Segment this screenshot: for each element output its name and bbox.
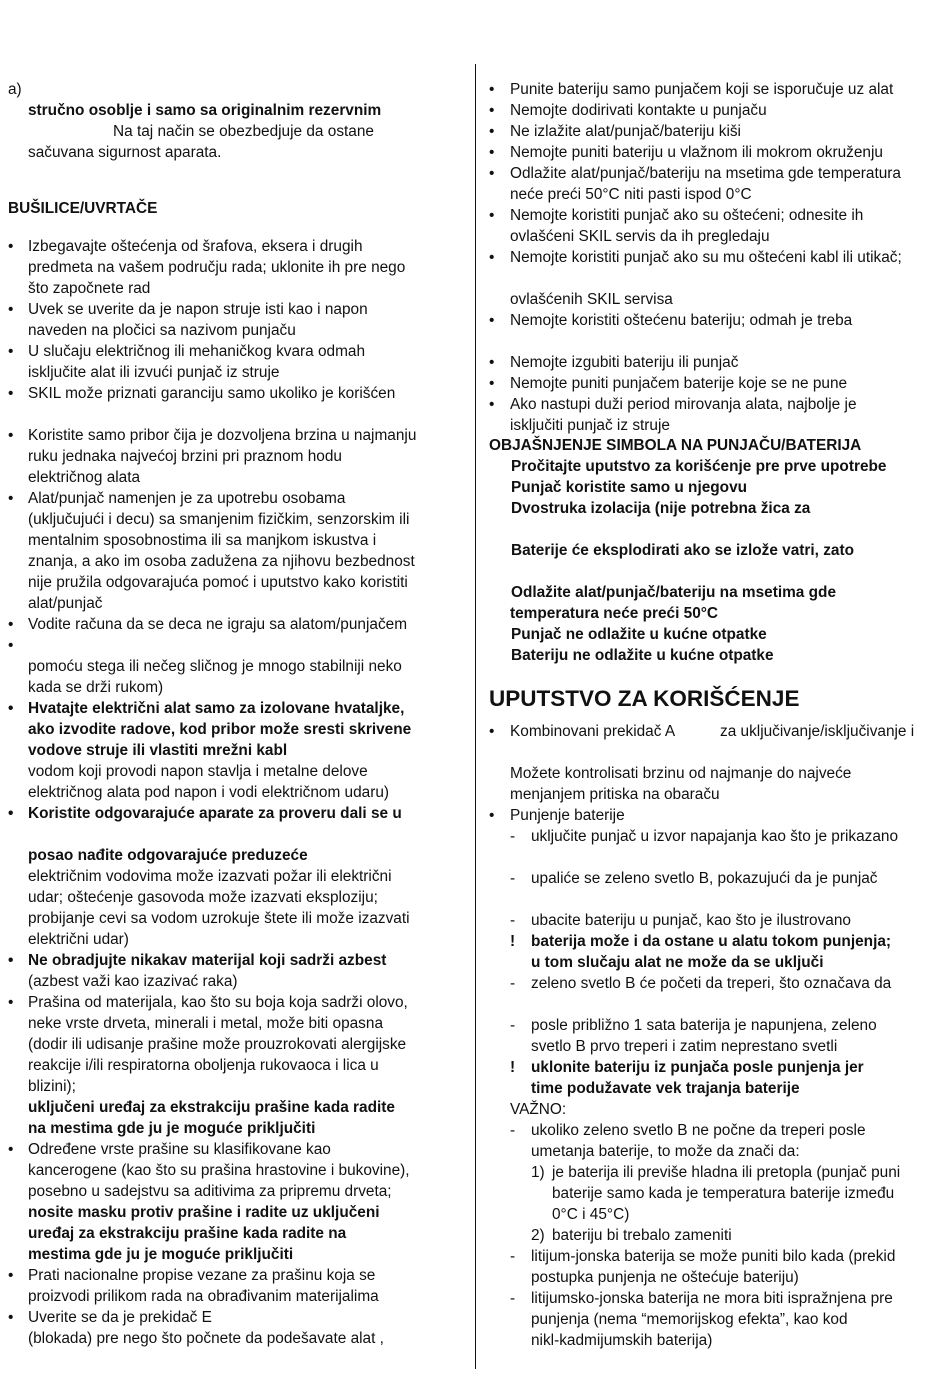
text-line: Baterije će eksplodirati ako se izlože vatri, zato [511, 542, 855, 559]
text-line: • [8, 238, 14, 255]
text-line: reakcije i/ili respiratorna oboljenja rukovaoca i lica u [28, 1057, 379, 1074]
text-line: SKIL može priznati garanciju samo ukoliko je korišćen [28, 385, 396, 402]
text-line: postupka punjenja ne oštećuje bateriju) [531, 1269, 799, 1286]
text-line: kancerogene (kao što su prašina hrastovine i bukovine), [28, 1162, 410, 1179]
text-line: ako izvodite radove, kod pribor može sresti skrivene [28, 721, 412, 738]
text-line: umetanja baterije, to može da znači da: [531, 1143, 800, 1160]
text-line: Kombinovani prekidač A [510, 723, 676, 740]
text-line: što započnete rad [28, 280, 151, 297]
text-line: (azbest važi kao izazivać raka) [28, 973, 238, 990]
text-line: Nemojte dodirivati kontakte u punjaču [510, 102, 767, 119]
text-line: time podužavate vek trajanja baterije [531, 1080, 800, 1097]
text-line: • [8, 385, 14, 402]
text-line: bateriju bi trebalo zameniti [552, 1227, 732, 1244]
text-line: električnog alata pod napon i vodi električnom udaru) [28, 784, 390, 801]
column-divider [475, 64, 476, 1369]
text-line: • [489, 354, 495, 371]
text-line: Prati nacionalne propise vezane za prašinu koja se [28, 1267, 376, 1284]
text-line: nosite masku protiv prašine i radite uz uključeni [28, 1204, 380, 1221]
text-line: vodove struje ili vlastiti mrežni kabl [28, 742, 288, 759]
text-line: 1) [531, 1164, 545, 1181]
text-line: • [8, 490, 14, 507]
text-line: baterija može i da ostane u alatu tokom punjenja; [531, 933, 892, 950]
text-line: Vodite računa da se deca ne igraju sa alatom/punjačem [28, 616, 408, 633]
text-line: • [8, 427, 14, 444]
text-line: litijum-jonska baterija se može puniti bilo kada (prekid [531, 1248, 896, 1265]
text-line: Koristite odgovarajuće aparate za proveru dali se u [28, 805, 402, 822]
text-line: neke vrste drveta, minerali i metal, može biti opasna [28, 1015, 383, 1032]
text-line: električnim vodovima može izazvati požar ili električni [28, 868, 392, 885]
text-line: Uvek se uverite da je napon struje isti kao i napon [28, 301, 368, 318]
text-line: probijanje cevi sa vodom uzrokuje štete ili može izazvati [28, 910, 410, 927]
text-line: ukoliko zeleno svetlo B ne počne da treperi posle [531, 1122, 866, 1139]
text-line: a) [8, 81, 22, 98]
text-line: upaliće se zeleno svetlo B, pokazujući da je punjač [531, 870, 878, 887]
text-line: Nemojte koristiti oštećenu bateriju; odmah je treba [510, 312, 853, 329]
text-line: Na taj način se obezbedjuje da ostane [113, 123, 374, 140]
text-line: Dvostruka izolacija (nije potrebna žica za [511, 500, 811, 517]
text-line: mestima gde ju je moguće priključiti [28, 1246, 294, 1263]
text-line: 0°C i 45°C) [552, 1206, 630, 1223]
text-line: • [8, 994, 14, 1011]
text-line: baterije samo kada je temperatura baterije između [552, 1185, 895, 1202]
text-line: Ako nastupi duži period mirovanja alata, najbolje je [510, 396, 857, 413]
text-line: isključite alat ili izvući punjač iz struje [28, 364, 280, 381]
text-line: BUŠILICE/UVRTAČE [8, 200, 158, 217]
text-line: • [489, 165, 495, 182]
text-line: litijumsko-jonska baterija ne mora biti ispražnjena pre [531, 1290, 893, 1307]
text-line: OBJAŠNJENJE SIMBOLA NA PUNJAČU/BATERIJA [489, 437, 862, 454]
text-line: Ne obradjujte nikakav materijal koji sadrži azbest [28, 952, 387, 969]
text-line: je baterija ili previše hladna ili pretopla (punjač puni [552, 1164, 901, 1181]
text-line: Punjač koristite samo u njegovu [511, 479, 748, 496]
text-line: neće preći 50°C niti pasti ispod 0°C [510, 186, 752, 203]
text-line: svetlo B prvo treperi i zatim neprestano svetli [531, 1038, 838, 1055]
text-line: • [8, 1141, 14, 1158]
text-line: nikl-kadmijumskih baterija) [531, 1332, 713, 1349]
text-line: Bateriju ne odlažite u kućne otpatke [511, 647, 774, 664]
text-line: (dodir ili udisanje prašine može prouzrokovati alergijske [28, 1036, 407, 1053]
text-line: Nemojte puniti punjačem baterije koje se ne pune [510, 375, 848, 392]
text-line: na mestima gde ju je moguće priključiti [28, 1120, 316, 1137]
text-line: Nemojte koristiti punjač ako su oštećeni; odnesite ih [510, 207, 864, 224]
text-line: Koristite samo pribor čija je dozvoljena brzina u najmanju [28, 427, 417, 444]
text-line: • [8, 301, 14, 318]
text-line: • [8, 343, 14, 360]
text-line: Nemojte koristiti punjač ako su mu oštećeni kabl ili utikač; [510, 249, 902, 266]
text-line: VAŽNO: [510, 1101, 567, 1118]
text-line: za uključivanje/isključivanje i [720, 723, 915, 740]
text-line: uređaj za ekstrakciju prašine kada radite na [28, 1225, 347, 1242]
text-line: (uključujući i decu) sa smanjenim fizičkim, senzorskim ili [28, 511, 410, 528]
text-line: znanja, a ako im osoba zadužena za njihovu bezbednost [28, 553, 415, 570]
text-line: proizvodi prilikom rada na obrađivanim materijalima [28, 1288, 379, 1305]
text-line: ovlašćenih SKIL servisa [510, 291, 673, 308]
text-line: posle približno 1 sata baterija je napunjena, zeleno [531, 1017, 877, 1034]
text-line: posao nađite odgovarajuće preduzeće [28, 847, 308, 864]
text-line: • [489, 123, 495, 140]
text-line: ! [510, 933, 516, 950]
text-line: ubacite bateriju u punjač, kao što je ilustrovano [531, 912, 851, 929]
text-line: 2) [531, 1227, 545, 1244]
text-line: • [8, 952, 14, 969]
text-line: kada se drži rukom) [28, 679, 164, 696]
text-line: • [8, 700, 14, 717]
text-line: blizini); [28, 1078, 76, 1095]
text-line: uključeni uređaj za ekstrakciju prašine kada radite [28, 1099, 395, 1116]
text-line: • [489, 723, 495, 740]
text-line: Ne izlažite alat/punjač/bateriju kiši [510, 123, 741, 140]
text-line: • [489, 81, 495, 98]
text-line: stručno osoblje i samo sa originalnim rezervnim [28, 102, 382, 119]
text-line: naveden na pločici sa nazivom punjaču [28, 322, 296, 339]
text-line: punjenja (nema “memorijskog efekta”, kao kod [531, 1311, 848, 1328]
text-line: - [510, 1122, 516, 1139]
text-line: Punjač ne odlažite u kućne otpatke [511, 626, 767, 643]
text-line: predmeta na vašem području rada; uklonite ih pre nego [28, 259, 406, 276]
text-line: • [8, 1267, 14, 1284]
text-line: uklonite bateriju iz punjača posle punjenja jer [531, 1059, 864, 1076]
text-line: mentalnim sposobnostima ili sa manjkom iskustva i [28, 532, 377, 549]
text-line: Nemojte izgubiti bateriju ili punjač [510, 354, 739, 371]
text-line: Odlažite alat/punjač/bateriju na msetima gde temperatura [510, 165, 901, 182]
text-line: Pročitajte uputstvo za korišćenje pre prve upotrebe [511, 458, 887, 475]
text-line: • [489, 807, 495, 824]
text-line: ovlašćeni SKIL servis da ih pregledaju [510, 228, 770, 245]
text-line: Prašina od materijala, kao što su boja koja sadrži olovo, [28, 994, 408, 1011]
text-line: Punite bateriju samo punjačem koji se isporučuje uz alat [510, 81, 894, 98]
text-line: Odlažite alat/punjač/bateriju na msetima gde [511, 584, 836, 601]
text-line: • [489, 396, 495, 413]
text-line: • [489, 375, 495, 392]
text-line: • [489, 249, 495, 266]
text-line: Alat/punjač namenjen je za upotrebu osobama [28, 490, 346, 507]
text-line: alat/punjač [28, 595, 103, 612]
text-line: • [8, 637, 14, 654]
text-line: ! [510, 1059, 516, 1076]
text-line: U slučaju električnog ili mehaničkog kvara odmah [28, 343, 366, 360]
text-line: • [8, 805, 14, 822]
text-line: Uverite se da je prekidač E [28, 1309, 212, 1326]
text-line: temperatura neće preći 50°C [510, 605, 719, 622]
text-line: - [510, 1017, 516, 1034]
text-line: električnog alata [28, 469, 141, 486]
text-line: • [489, 102, 495, 119]
text-line: Hvatajte električni alat samo za izolovane hvataljke, [28, 700, 405, 717]
text-line: isključiti punjač iz struje [510, 417, 670, 434]
text-line: električni udar) [28, 931, 129, 948]
text-line: - [510, 912, 516, 929]
text-line: udar; oštećenje gasovoda može izazvati eksploziju; [28, 889, 378, 906]
text-line: ruku jednaka najvećoj brzini pri praznom hodu [28, 448, 342, 465]
text-line: u tom slučaju alat ne može da se uključi [531, 954, 824, 971]
text-line: Možete kontrolisati brzinu od najmanje do najveće [510, 765, 852, 782]
text-line: - [510, 1248, 516, 1265]
text-line: Izbegavajte oštećenja od šrafova, eksera i drugih [28, 238, 363, 255]
text-line: sačuvana sigurnost aparata. [28, 144, 222, 161]
text-line: Nemojte puniti bateriju u vlažnom ili mokrom okruženju [510, 144, 883, 161]
text-line: Punjenje baterije [510, 807, 625, 824]
text-line: • [489, 144, 495, 161]
text-line: zeleno svetlo B će početi da treperi, što označava da [531, 975, 892, 992]
text-line: (blokada) pre nego što počnete da podešavate alat , [28, 1330, 384, 1347]
text-line: • [8, 616, 14, 633]
text-line: • [8, 1309, 14, 1326]
text-line: menjanjem pritiska na obaraču [510, 786, 720, 803]
text-line: uključite punjač u izvor napajanja kao što je prikazano [531, 828, 899, 845]
text-line: vodom koji provodi napon stavlja i metalne delove [28, 763, 368, 780]
text-line: posebno u sadejstvu sa aditivima za pripremu drveta; [28, 1183, 392, 1200]
text-line: nije pružila odgovarajuća pomoć i uputstvo kako koristiti [28, 574, 408, 591]
text-line: • [489, 207, 495, 224]
text-line: Određene vrste prašine su klasifikovane kao [28, 1141, 331, 1158]
text-line: - [510, 1290, 516, 1307]
text-line: - [510, 828, 516, 845]
text-line: - [510, 975, 516, 992]
section-heading: UPUTSTVO ZA KORIŠĆENJE [489, 686, 800, 711]
text-line: - [510, 870, 516, 887]
text-line: • [489, 312, 495, 329]
text-line: pomoću stega ili nečeg sličnog je mnogo stabilniji neko [28, 658, 402, 675]
